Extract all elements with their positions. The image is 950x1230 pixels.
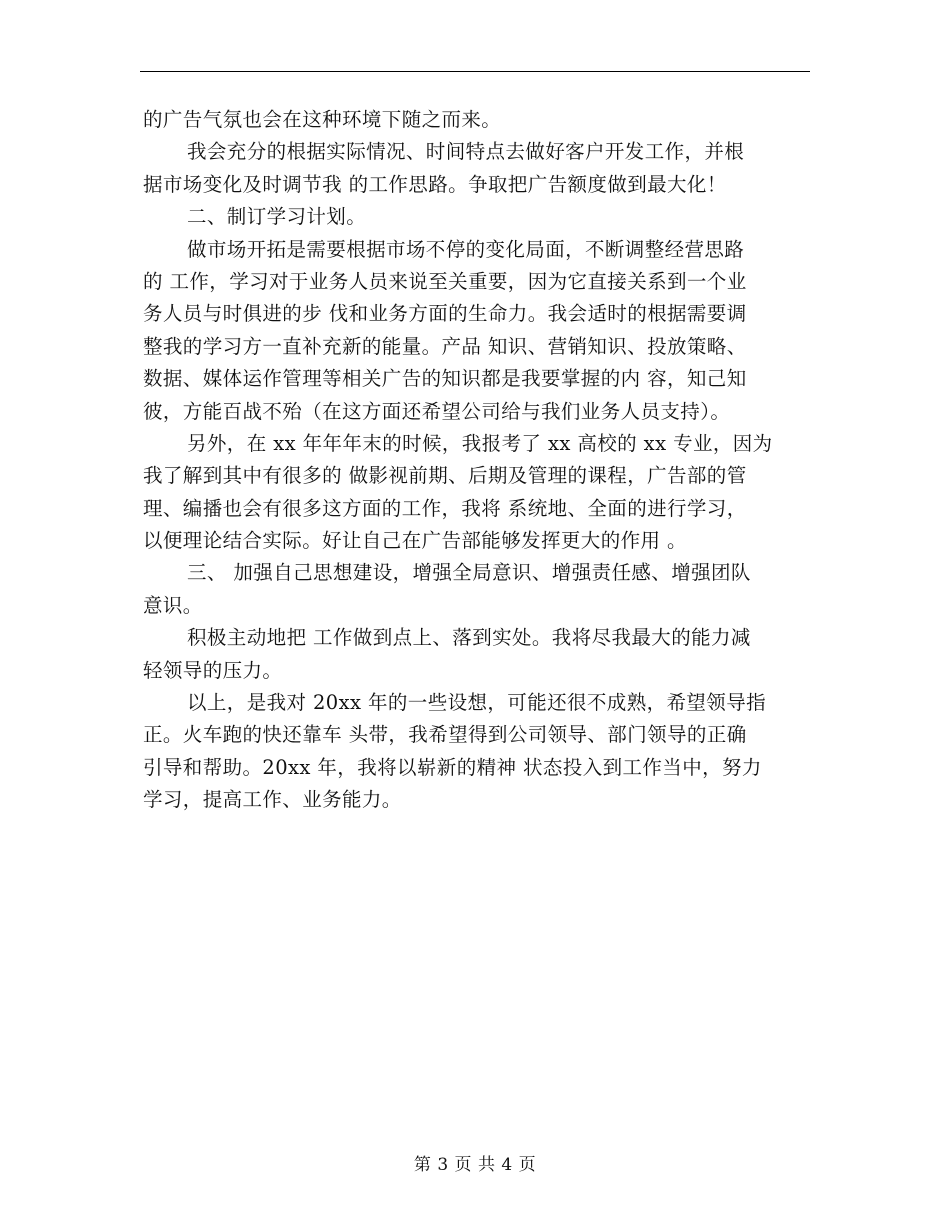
- header-rule: [140, 71, 810, 72]
- text-line: 彼，方能百战不殆（在这方面还希望公司给与我们业务人员支持）。: [143, 399, 731, 423]
- text-line: 以上，是我对 20xx 年的一些设想，可能还很不成熟，希望领导指: [187, 691, 767, 715]
- text-line: 我了解到其中有很多的 做影视前期、后期及管理的课程，广告部的管: [143, 464, 747, 488]
- text-line: 以便理论结合实际。好让自己在广告部能够发挥更大的作用 。: [143, 529, 687, 553]
- text-line: 轻领导的压力。: [143, 658, 283, 682]
- page-number-label: 第 3 页 共 4 页: [413, 1155, 537, 1175]
- text-line: 意识。: [143, 593, 203, 617]
- text-line: 务人员与时俱进的步 伐和业务方面的生命力。我会适时的根据需要调: [143, 302, 747, 326]
- text-line: 积极主动地把 工作做到点上、落到实处。我将尽我最大的能力减: [187, 626, 751, 650]
- text-line: 正。火车跑的快还靠车 头带，我希望得到公司领导、部门领导的正确: [143, 723, 747, 747]
- text-line: 学习，提高工作、业务能力。: [143, 788, 402, 812]
- text-line: 引导和帮助。20xx 年，我将以崭新的精神 状态投入到工作当中，努力: [143, 755, 762, 779]
- page-footer: [0, 1153, 950, 1177]
- text-line: 的 工作，学习对于业务人员来说至关重要，因为它直接关系到一个业: [143, 269, 747, 293]
- text-line: 三、 加强自己思想建设，增强全局意识、增强责任感、增强团队: [187, 561, 751, 585]
- text-line: 整我的学习方一直补充新的能量。产品 知识、营销知识、投放策略、: [143, 334, 747, 358]
- text-line: 另外，在 xx 年年年末的时候，我报考了 xx 高校的 xx 专业，因为: [187, 431, 773, 455]
- body-text: [143, 104, 813, 817]
- text-line: 我会充分的根据实际情况、时间特点去做好客户开发工作，并根: [187, 140, 745, 164]
- text-line: 据市场变化及时调节我 的工作思路。争取把广告额度做到最大化！: [143, 172, 727, 196]
- text-line: 的广告气氛也会在这种环境下随之而来。: [143, 108, 502, 131]
- text-line: 二、制订学习计划。: [187, 205, 367, 229]
- text-line: 理、编播也会有很多这方面的工作，我将 系统地、全面的进行学习，: [143, 496, 747, 520]
- text-line: 数据、媒体运作管理等相关广告的知识都是我要掌握的内 容，知己知: [143, 367, 747, 391]
- text-line: 做市场开拓是需要根据市场不停的变化局面，不断调整经营思路: [187, 237, 745, 261]
